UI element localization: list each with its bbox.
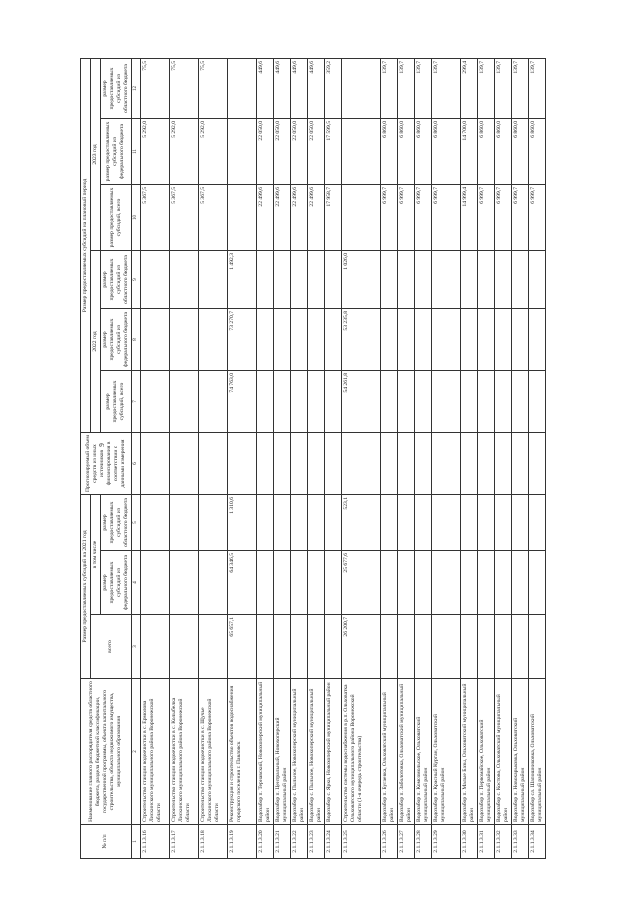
- federal-2023: 6 860,0: [478, 119, 495, 185]
- column-index: 2: [131, 679, 140, 825]
- regional-2023: 139,7: [415, 59, 432, 119]
- total-2022: [461, 371, 478, 433]
- column-index: 3: [131, 615, 140, 679]
- federal-2021: [170, 551, 199, 615]
- table-row: [495, 59, 512, 859]
- row-name: Водозабор п. Бугаевка, Ольховатский муниципальный район: [381, 679, 398, 825]
- forecast-other: [529, 433, 546, 495]
- regional-2022: [478, 251, 495, 309]
- federal-2023: 22 050,0: [257, 119, 274, 185]
- column-index: 8: [131, 309, 140, 371]
- federal-2022: [432, 309, 461, 371]
- forecast-other: [461, 433, 478, 495]
- total-2021: [170, 615, 199, 679]
- total-2022: [495, 371, 512, 433]
- total-2022: [170, 371, 199, 433]
- total-2021: [308, 615, 325, 679]
- total-2021: 26 200,7: [342, 615, 381, 679]
- table-header: [81, 59, 141, 859]
- forecast-other: [495, 433, 512, 495]
- federal-2021: [398, 551, 415, 615]
- federal-2021: [432, 551, 461, 615]
- column-index: 7: [131, 371, 140, 433]
- total-2021: [415, 615, 432, 679]
- federal-2023: 22 050,0: [308, 119, 325, 185]
- table-row: [398, 59, 415, 859]
- row-name: Водозабор с. Пыльное, Новохоперский муниципальный район: [308, 679, 325, 825]
- subsidy-table: [80, 58, 546, 859]
- table-body: [141, 59, 546, 859]
- regional-2021: [381, 495, 398, 551]
- regional-2022: [381, 251, 398, 309]
- total-2022: [415, 371, 432, 433]
- row-number: 2.1.1.3.23: [308, 825, 325, 859]
- total-2021: [495, 615, 512, 679]
- total-2023: 14 999,4: [461, 185, 478, 251]
- regional-2021: 1 310,6: [228, 495, 257, 551]
- federal-2021: [325, 551, 342, 615]
- forecast-other: [170, 433, 199, 495]
- regional-2022: [461, 251, 478, 309]
- total-2023: 5 367,5: [141, 185, 170, 251]
- total-2021: [199, 615, 228, 679]
- table-row: [512, 59, 529, 859]
- column-index: 12: [131, 59, 140, 119]
- header-number: № п/п: [81, 825, 132, 859]
- header-2022-total: размер предоставляемых субсидий, всего: [100, 371, 131, 433]
- regional-2022: [325, 251, 342, 309]
- regional-2021: [274, 495, 291, 551]
- total-2021: [381, 615, 398, 679]
- federal-2022: 73 270,7: [228, 309, 257, 371]
- header-year-2023: 2023 год: [90, 59, 100, 251]
- regional-2021: [461, 495, 478, 551]
- total-2023: 22 499,6: [291, 185, 308, 251]
- forecast-other: [325, 433, 342, 495]
- federal-2022: [495, 309, 512, 371]
- total-2022: [512, 371, 529, 433]
- table-row: [228, 59, 257, 859]
- regional-2021: [512, 495, 529, 551]
- federal-2021: [381, 551, 398, 615]
- regional-2021: [529, 495, 546, 551]
- column-index: 10: [131, 185, 140, 251]
- total-2022: [274, 371, 291, 433]
- total-2023: 6 999,7: [398, 185, 415, 251]
- header-2023-total: размер предоставляемых субсидий, всего: [100, 185, 131, 251]
- total-2021: 65 657,1: [228, 615, 257, 679]
- row-name: Реконструкция и строительство объектов водоснабжения городского поселения г. Павловск: [228, 679, 257, 825]
- column-index: 9: [131, 251, 140, 309]
- total-2023: 22 499,6: [308, 185, 325, 251]
- regional-2023: [342, 59, 381, 119]
- federal-2023: 22 050,0: [274, 119, 291, 185]
- forecast-other: [432, 433, 461, 495]
- column-index-row: [131, 59, 140, 859]
- row-name: Водозабор п. Красный Курган, Ольховатский муниципальный район: [432, 679, 461, 825]
- row-number: 2.1.1.3.27: [398, 825, 415, 859]
- forecast-other: [512, 433, 529, 495]
- row-name: Водозабор п. Новохарьковка, Ольховатский муниципальный район: [512, 679, 529, 825]
- row-name: Строительство станции водоочистки в с. Ермолова Лискинского муниципального района Воронежской области: [141, 679, 170, 825]
- total-2021: [141, 615, 170, 679]
- row-name: Водозабор п. Тернавский, Новохоперский муниципальный район: [257, 679, 274, 825]
- table-row: [199, 59, 228, 859]
- total-2023: 6 999,7: [512, 185, 529, 251]
- total-2021: [325, 615, 342, 679]
- total-2022: [199, 371, 228, 433]
- regional-2022: [398, 251, 415, 309]
- forecast-other: [308, 433, 325, 495]
- table-row: [257, 59, 274, 859]
- regional-2022: 1 492,3: [228, 251, 257, 309]
- total-2023: 6 999,7: [529, 185, 546, 251]
- federal-2022: [398, 309, 415, 371]
- total-2023: 6 999,7: [415, 185, 432, 251]
- regional-2022: [170, 251, 199, 309]
- regional-2023: 139,7: [432, 59, 461, 119]
- row-name: Строительство системы водоснабжения в р.п. Ольховатка Ольховатского муниципального района Воронежской области (1-я очередь строительства): [342, 679, 381, 825]
- federal-2022: [141, 309, 170, 371]
- regional-2023: 75,5: [199, 59, 228, 119]
- regional-2021: [308, 495, 325, 551]
- federal-2023: 6 860,0: [432, 119, 461, 185]
- total-2021: [291, 615, 308, 679]
- total-2023: [228, 185, 257, 251]
- regional-2023: 449,6: [274, 59, 291, 119]
- regional-2022: [495, 251, 512, 309]
- row-number: 2.1.1.3.16: [141, 825, 170, 859]
- forecast-other: [274, 433, 291, 495]
- header-2023-federal: размер предоставляемых субсидий из федерального бюджета: [100, 119, 131, 185]
- total-2021: [432, 615, 461, 679]
- regional-2023: 75,5: [170, 59, 199, 119]
- row-name: Водозабор сл. Шапошниковка, Ольховатский муниципальный район: [529, 679, 546, 825]
- row-number: 2.1.1.3.32: [495, 825, 512, 859]
- federal-2023: 6 860,0: [381, 119, 398, 185]
- table-row: [170, 59, 199, 859]
- federal-2021: [291, 551, 308, 615]
- regional-2023: 139,7: [398, 59, 415, 119]
- forecast-other: [381, 433, 398, 495]
- total-2023: 22 499,6: [257, 185, 274, 251]
- regional-2023: 139,7: [478, 59, 495, 119]
- federal-2023: 6 860,0: [495, 119, 512, 185]
- column-index: 4: [131, 551, 140, 615]
- regional-2021: [432, 495, 461, 551]
- federal-2022: [291, 309, 308, 371]
- federal-2021: [529, 551, 546, 615]
- federal-2023: 22 050,0: [291, 119, 308, 185]
- row-name: Водозабор п. Малые Базы, Ольховатский муниципальный район: [461, 679, 478, 825]
- forecast-other: [257, 433, 274, 495]
- regional-2021: [325, 495, 342, 551]
- regional-2023: 75,5: [141, 59, 170, 119]
- total-2023: 5 367,5: [199, 185, 228, 251]
- regional-2022: [199, 251, 228, 309]
- row-number: 2.1.1.3.21: [274, 825, 291, 859]
- regional-2021: [495, 495, 512, 551]
- federal-2022: [257, 309, 274, 371]
- federal-2023: 6 860,0: [529, 119, 546, 185]
- row-name: Водозабор с. Ярки, Новохоперский муниципальный район: [325, 679, 342, 825]
- total-2021: [398, 615, 415, 679]
- header-2021-regional: размер предоставляемых субсидий из областного бюджета: [100, 495, 131, 551]
- federal-2021: [461, 551, 478, 615]
- federal-2022: [325, 309, 342, 371]
- regional-2022: [308, 251, 325, 309]
- row-name: Водозабор п. Центральный, Новохоперский муниципальный район: [274, 679, 291, 825]
- regional-2022: [141, 251, 170, 309]
- total-2023: 6 999,7: [432, 185, 461, 251]
- federal-2022: [415, 309, 432, 371]
- total-2022: [141, 371, 170, 433]
- header-2023-regional: размер предоставляемых субсидий из областного бюджета: [100, 59, 131, 119]
- header-planned: Размер предоставляемых субсидий на плановый период: [81, 59, 91, 433]
- federal-2023: 6 860,0: [398, 119, 415, 185]
- total-2022: [308, 371, 325, 433]
- column-index: 1: [131, 825, 140, 859]
- row-number: 2.1.1.3.24: [325, 825, 342, 859]
- regional-2021: [199, 495, 228, 551]
- regional-2022: [529, 251, 546, 309]
- forecast-other: [398, 433, 415, 495]
- table-row: [141, 59, 170, 859]
- regional-2023: 139,7: [495, 59, 512, 119]
- regional-2023: 139,7: [529, 59, 546, 119]
- total-2021: [478, 615, 495, 679]
- total-2022: [257, 371, 274, 433]
- federal-2021: [478, 551, 495, 615]
- header-2021-total: всего: [90, 615, 131, 679]
- regional-2022: 1 026,0: [342, 251, 381, 309]
- total-2022: [381, 371, 398, 433]
- regional-2023: 449,6: [308, 59, 325, 119]
- federal-2021: [257, 551, 274, 615]
- total-2023: 6 999,7: [495, 185, 512, 251]
- regional-2022: [274, 251, 291, 309]
- table-row: [529, 59, 546, 859]
- total-2022: [432, 371, 461, 433]
- federal-2023: 6 860,0: [512, 119, 529, 185]
- regional-2023: 449,6: [291, 59, 308, 119]
- table-row: [415, 59, 432, 859]
- total-2023: 22 499,6: [274, 185, 291, 251]
- table-row: [478, 59, 495, 859]
- row-number: 2.1.1.3.31: [478, 825, 495, 859]
- forecast-other: [342, 433, 381, 495]
- regional-2022: [415, 251, 432, 309]
- table-row: [291, 59, 308, 859]
- row-number: 2.1.1.3.25: [342, 825, 381, 859]
- federal-2022: [274, 309, 291, 371]
- regional-2021: [398, 495, 415, 551]
- forecast-other: [199, 433, 228, 495]
- column-index: 6: [131, 433, 140, 495]
- total-2022: [529, 371, 546, 433]
- total-2022: 74 763,0: [228, 371, 257, 433]
- row-name: Строительство станции водоочистки в с. Колыбелка Лискинского муниципального района Воронежской области: [170, 679, 199, 825]
- regional-2023: 139,7: [381, 59, 398, 119]
- header-2022-regional: размер предоставляемых субсидий из областного бюджета: [100, 251, 131, 309]
- row-number: 2.1.1.3.29: [432, 825, 461, 859]
- forecast-other: [291, 433, 308, 495]
- regional-2021: [291, 495, 308, 551]
- forecast-other: [141, 433, 170, 495]
- row-number: 2.1.1.3.26: [381, 825, 398, 859]
- total-2022: [325, 371, 342, 433]
- regional-2023: [228, 59, 257, 119]
- federal-2023: 5 292,0: [199, 119, 228, 185]
- total-2021: [257, 615, 274, 679]
- regional-2021: [170, 495, 199, 551]
- federal-2022: [478, 309, 495, 371]
- row-name: Водозабор п. Первомайское, Ольховатский муниципальный район: [478, 679, 495, 825]
- regional-2023: 299,4: [461, 59, 478, 119]
- forecast-other: [228, 433, 257, 495]
- row-name: Строительство станции водоочистки в с. Щучье Лискинского муниципального района Воронежской области: [199, 679, 228, 825]
- total-2023: 5 367,5: [170, 185, 199, 251]
- forecast-other: [415, 433, 432, 495]
- column-index: 11: [131, 119, 140, 185]
- regional-2021: [141, 495, 170, 551]
- table-row: [381, 59, 398, 859]
- row-number: 2.1.1.3.28: [415, 825, 432, 859]
- table-row: [325, 59, 342, 859]
- federal-2021: [415, 551, 432, 615]
- row-number: 2.1.1.3.17: [170, 825, 199, 859]
- total-2021: [529, 615, 546, 679]
- row-name: Водозабор с. Костово, Ольховатский муниципальный район: [495, 679, 512, 825]
- regional-2022: [257, 251, 274, 309]
- total-2022: [478, 371, 495, 433]
- federal-2021: [308, 551, 325, 615]
- total-2023: [342, 185, 381, 251]
- federal-2023: 14 700,0: [461, 119, 478, 185]
- regional-2021: [257, 495, 274, 551]
- total-2021: [274, 615, 291, 679]
- federal-2021: [141, 551, 170, 615]
- regional-2021: [478, 495, 495, 551]
- subsidy-table-sheet: [80, 59, 629, 859]
- federal-2021: [512, 551, 529, 615]
- regional-2023: 139,7: [512, 59, 529, 119]
- row-number: 2.1.1.3.34: [529, 825, 546, 859]
- total-2023: 6 999,7: [478, 185, 495, 251]
- federal-2021: [495, 551, 512, 615]
- header-2022-federal: размер предоставляемых субсидий из федерального бюджета: [100, 309, 131, 371]
- row-number: 2.1.1.3.20: [257, 825, 274, 859]
- federal-2021: [274, 551, 291, 615]
- table-row: [342, 59, 381, 859]
- federal-2021: [199, 551, 228, 615]
- row-number: 2.1.1.3.33: [512, 825, 529, 859]
- column-index: 5: [131, 495, 140, 551]
- federal-2021: 64 346,5: [228, 551, 257, 615]
- regional-2021: 523,1: [342, 495, 381, 551]
- row-number: 2.1.1.3.19: [228, 825, 257, 859]
- total-2023: 6 999,7: [381, 185, 398, 251]
- row-number: 2.1.1.3.22: [291, 825, 308, 859]
- header-year-2022: 2022 год: [90, 251, 100, 433]
- federal-2021: 25 677,6: [342, 551, 381, 615]
- federal-2023: 6 860,0: [415, 119, 432, 185]
- federal-2022: [170, 309, 199, 371]
- total-2023: 17 958,7: [325, 185, 342, 251]
- row-name: Водозабор п. Комсомольское, Ольховатский муниципальный район: [415, 679, 432, 825]
- row-name: Водозабор п. Заболотовка, Ольховатский муниципальный район: [398, 679, 415, 825]
- table-row: [274, 59, 291, 859]
- total-2022: 54 261,8: [342, 371, 381, 433]
- federal-2023: 5 292,0: [170, 119, 199, 185]
- total-2022: [291, 371, 308, 433]
- row-number: 2.1.1.3.30: [461, 825, 478, 859]
- federal-2022: 53 235,8: [342, 309, 381, 371]
- regional-2022: [291, 251, 308, 309]
- regional-2023: 359,2: [325, 59, 342, 119]
- total-2021: [512, 615, 529, 679]
- row-number: 2.1.1.3.18: [199, 825, 228, 859]
- table-row: [461, 59, 478, 859]
- federal-2022: [308, 309, 325, 371]
- total-2022: [398, 371, 415, 433]
- total-2021: [461, 615, 478, 679]
- forecast-other: [478, 433, 495, 495]
- header-2021-federal: размер предоставляемых субсидий из федерального бюджета: [100, 551, 131, 615]
- table-row: [308, 59, 325, 859]
- regional-2022: [512, 251, 529, 309]
- federal-2023: 17 599,5: [325, 119, 342, 185]
- federal-2022: [199, 309, 228, 371]
- table-row: [432, 59, 461, 859]
- regional-2021: [415, 495, 432, 551]
- federal-2022: [461, 309, 478, 371]
- federal-2022: [512, 309, 529, 371]
- header-name: Наименование главного распорядителя средств областного бюджета, раздела бюджетной классификации, государственной программы, объекта капитального строительства, объекта недвижимого имущества, муниципального образования: [81, 679, 132, 825]
- row-name: Водозабор с. Пыльное, Новохоперский муниципальный район: [291, 679, 308, 825]
- federal-2023: [228, 119, 257, 185]
- regional-2023: 449,6: [257, 59, 274, 119]
- federal-2022: [529, 309, 546, 371]
- header-forecast: Прогнозируемый объем средств из иных источников финансирования в соответствии с данными измерения: [81, 433, 132, 495]
- regional-2022: [432, 251, 461, 309]
- header-2021-incl: в том числе: [90, 495, 100, 615]
- federal-2022: [381, 309, 398, 371]
- federal-2023: [342, 119, 381, 185]
- header-2021: Размер предоставляемых субсидий на 2021 год: [81, 495, 91, 679]
- federal-2023: 5 292,0: [141, 119, 170, 185]
- page-number: 9: [97, 443, 106, 447]
